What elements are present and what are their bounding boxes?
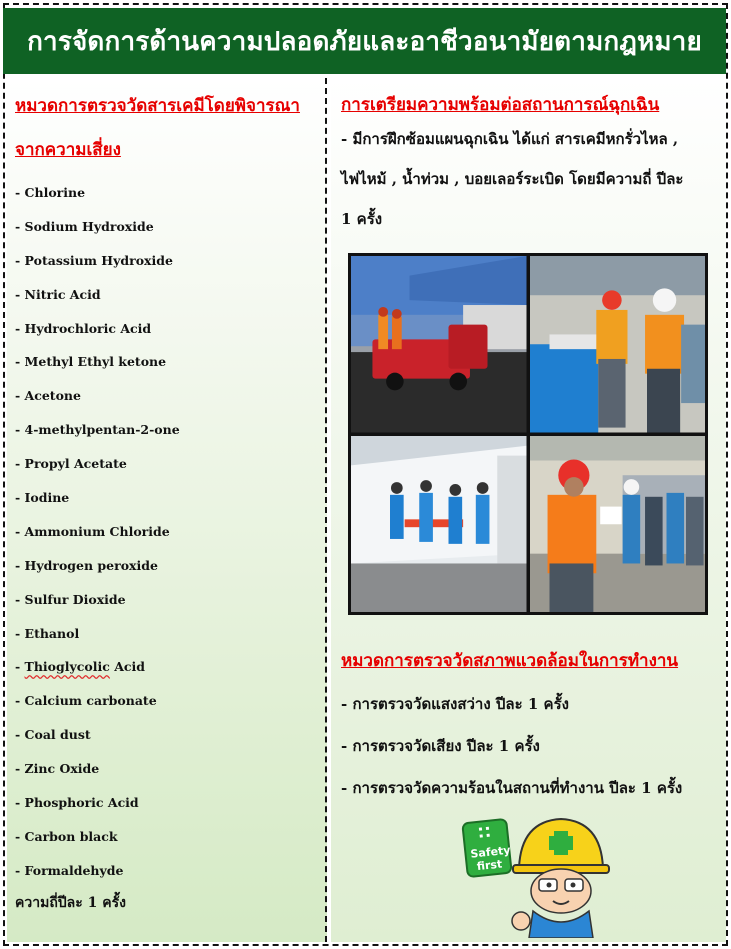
chemical-item: - Phosphoric Acid [15, 795, 139, 811]
safety-sign-line-1: Safety [469, 843, 512, 861]
environment-list [341, 686, 682, 806]
chemical-item: - Coal dust [15, 727, 91, 743]
chemical-list [15, 176, 325, 888]
page-title: การจัดการด้านความปลอดภัยและอาชีวอนามัยตามกฎหมาย [27, 26, 702, 57]
chemical-item: - Hydrochloric Acid [15, 320, 152, 336]
chemical-item: - Thioglycolic Acid [15, 659, 145, 675]
environment-item: - การตรวจวัดความร้อนในสถานที่ทำงาน ปีละ 1 ครั้ง [341, 779, 683, 797]
safety-officer-photo [530, 436, 706, 613]
chemical-item: - Sodium Hydroxide [15, 218, 154, 234]
emergency-text-line-1: - มีการฝึกซ้อมแผนฉุกเฉิน ได้แก่ สารเคมีหกรั่วไหล , [341, 130, 679, 148]
chemical-item: - Carbon black [15, 828, 118, 844]
environment-item: - การตรวจวัดแสงสว่าง ปีละ 1 ครั้ง [341, 695, 569, 713]
chemical-item: - Ethanol [15, 625, 80, 641]
safety-sign-line-2: first [476, 857, 503, 874]
chemical-item: - Iodine [15, 490, 70, 506]
chemical-section-title-2: จากความเสี่ยง [15, 140, 121, 160]
safety-mascot-illustration [461, 813, 611, 938]
chemical-item: - Methyl Ethyl ketone [15, 354, 167, 370]
emergency-section-title: การเตรียมความพร้อมต่อสถานการณ์ฉุกเฉิน [341, 95, 660, 115]
chemical-item: - Potassium Hydroxide [15, 252, 173, 268]
chemical-section-title-1: หมวดการตรวจวัดสารเคมีโดยพิจารณา [15, 96, 300, 116]
chemical-item: - Ammonium Chloride [15, 523, 170, 539]
emergency-text-line-2: ไฟไหม้ , น้ำท่วม , บอยเลอร์ระเบิด โดยมีความถี่ ปีละ [341, 170, 684, 188]
chemical-item: - Propyl Acetate [15, 456, 127, 472]
environment-section-title: หมวดการตรวจวัดสภาพแวดล้อมในการทำงาน [341, 651, 679, 671]
chemical-frequency: ความถี่ปีละ 1 ครั้ง [15, 894, 126, 911]
drill-photo-collage [348, 253, 708, 615]
chemical-item: - Calcium carbonate [15, 693, 157, 709]
inspection-photo [530, 256, 706, 433]
chemical-item: - Nitric Acid [15, 286, 101, 302]
chemical-item: - Hydrogen peroxide [15, 557, 158, 573]
chemical-section [7, 78, 327, 942]
rescue-drill-photo [351, 436, 527, 613]
fire-truck-photo [351, 256, 527, 433]
chemical-item: - 4-methylpentan-2-one [15, 422, 180, 438]
right-column [331, 78, 726, 942]
chemical-item: - Acetone [15, 388, 81, 404]
environment-item: - การตรวจวัดเสียง ปีละ 1 ครั้ง [341, 737, 540, 755]
page-header [3, 8, 726, 74]
emergency-text-line-3: 1 ครั้ง [341, 210, 383, 228]
chemical-item: - Formaldehyde [15, 862, 124, 878]
chemical-item: - Chlorine [15, 185, 86, 200]
chemical-item: - Zinc Oxide [15, 761, 100, 777]
chemical-item: - Sulfur Dioxide [15, 591, 126, 607]
